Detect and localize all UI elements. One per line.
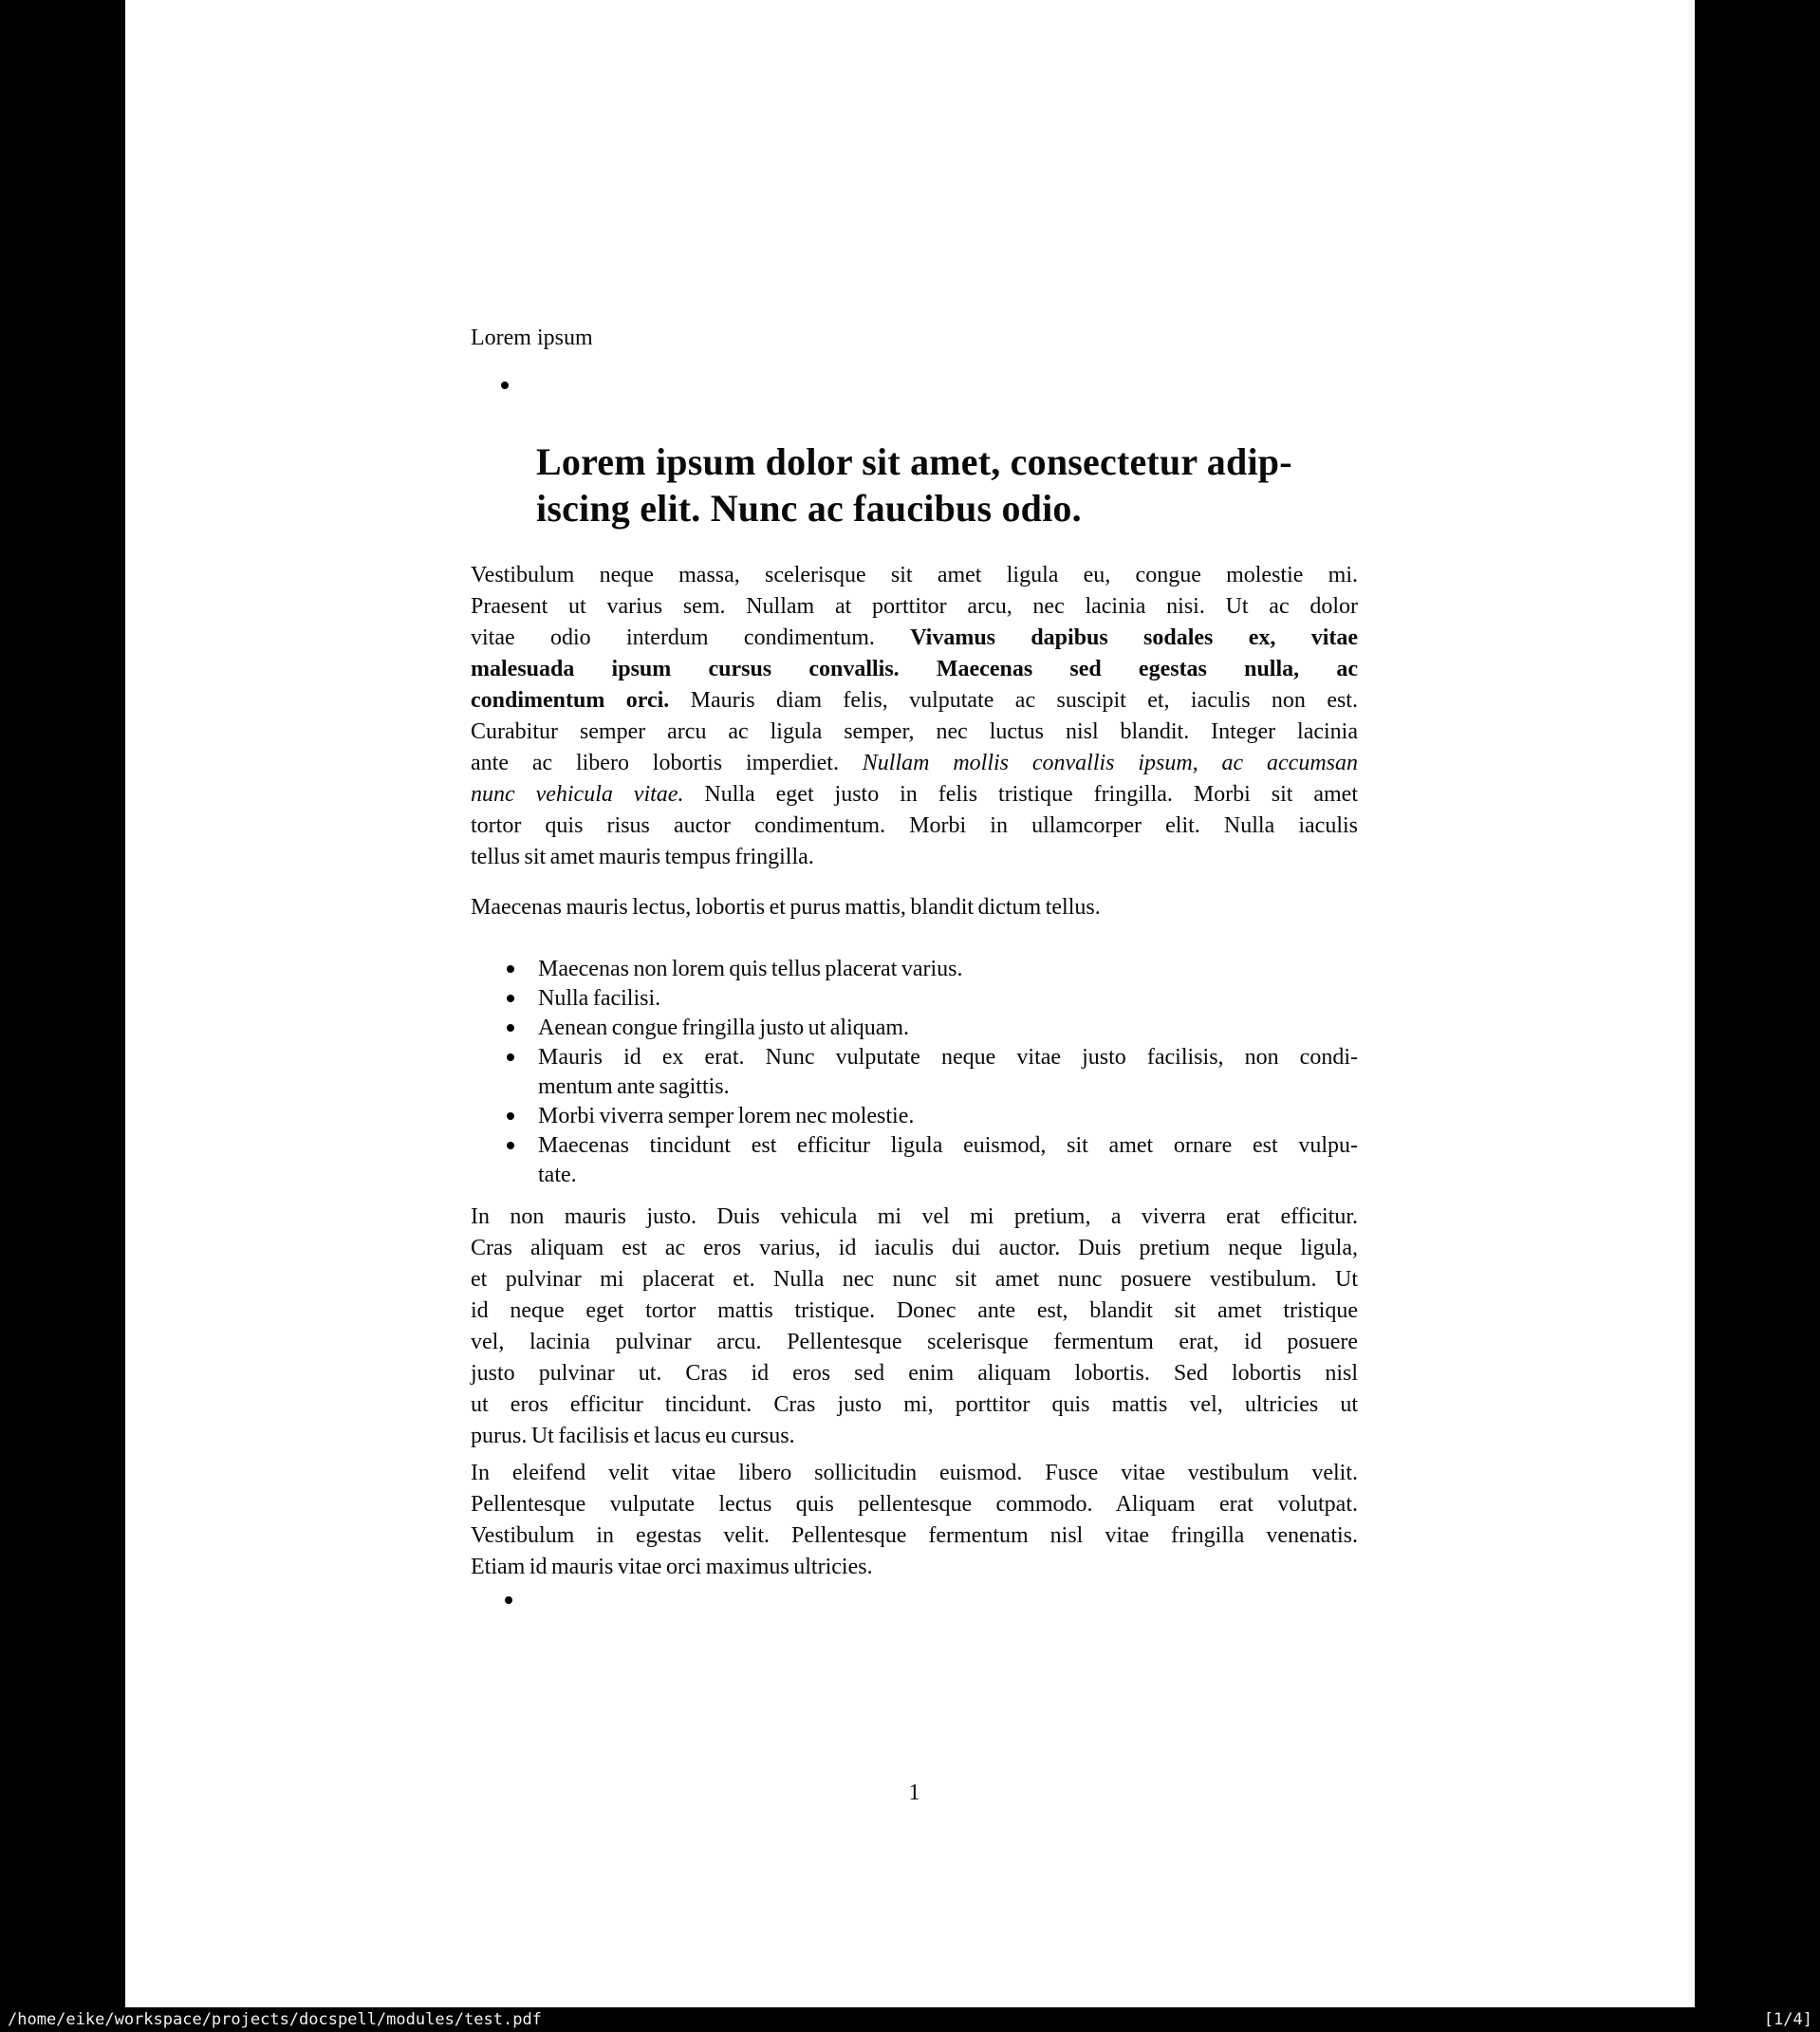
bullet-list <box>471 955 1358 1190</box>
text-line: mentum ante sagittis. <box>538 1074 730 1099</box>
bullet-icon <box>507 1142 514 1149</box>
bullet-icon <box>507 1112 514 1120</box>
text-line: nunc vehicula vitae. Nulla eget justo in felis tristique fringilla. Morbi sit amet <box>471 782 1358 807</box>
status-page-indicator: [1/4] <box>1763 2010 1812 2029</box>
bullet-icon <box>501 382 509 389</box>
status-file-path: /home/eike/workspace/projects/docspell/modules/test.pdf <box>8 2010 542 2029</box>
text-line: Nulla facilisi. <box>538 986 661 1011</box>
text-line: Curabitur semper arcu ac ligula semper, nec luctus nisl blandit. Integer lacinia <box>471 719 1358 744</box>
text-line: vitae odio interdum condimentum. Vivamus dapibus sodales ex, vitae <box>471 625 1358 650</box>
text-line: Aenean congue fringilla justo ut aliquam. <box>538 1016 910 1040</box>
paragraph-2 <box>471 892 1358 923</box>
text-line: malesuada ipsum cursus convallis. Maecenas sed egestas nulla, ac <box>471 657 1358 681</box>
list-item <box>471 984 1358 1014</box>
text-line: Mauris id ex erat. Nunc vulputate neque vitae justo facilisis, non condi- <box>538 1045 1358 1070</box>
list-item-text <box>538 984 1358 1014</box>
list-item-text <box>538 955 1358 984</box>
list-item <box>471 955 1358 984</box>
text-line: Vestibulum neque massa, scelerisque sit amet ligula eu, congue molestie mi. <box>471 563 1358 587</box>
pdf-page[interactable] <box>125 0 1695 2007</box>
bullet-icon <box>505 1596 512 1604</box>
list-item <box>471 1014 1358 1043</box>
list-item-text <box>538 1014 1358 1043</box>
text-line: id neque eget tortor mattis tristique. Donec ante est, blandit sit amet tristique <box>471 1298 1358 1323</box>
text-line: Cras aliquam est ac eros varius, id iaculis dui auctor. Duis pretium neque ligula, <box>471 1236 1358 1260</box>
text-line: ut eros efficitur tincidunt. Cras justo mi, porttitor quis mattis vel, ultricies ut <box>471 1392 1358 1417</box>
section-heading <box>536 438 1292 531</box>
list-item-text <box>538 1102 1358 1131</box>
text-line: Vestibulum in egestas velit. Pellentesque fermentum nisl vitae fringilla venenatis. <box>471 1523 1358 1548</box>
paragraph-3 <box>471 1202 1358 1452</box>
text-line: tate. <box>538 1163 577 1187</box>
text-line: purus. Ut facilisis et lacus eu cursus. <box>471 1424 795 1448</box>
paragraph-4 <box>471 1458 1358 1583</box>
paragraph-1 <box>471 560 1358 873</box>
text-line: tortor quis risus auctor condimentum. Morbi in ullamcorper elit. Nulla iaculis <box>471 813 1358 838</box>
text-line: Maecenas mauris lectus, lobortis et purus mattis, blandit dictum tellus. <box>471 895 1101 920</box>
bullet-icon <box>507 1053 514 1061</box>
text-line: Maecenas non lorem quis tellus placerat varius. <box>538 957 963 981</box>
text-line: In eleifend velit vitae libero sollicitudin euismod. Fusce vitae vestibulum velit. <box>471 1461 1358 1485</box>
text-line: iscing elit. Nunc ac faucibus odio. <box>536 487 1082 530</box>
intro-paragraph: Lorem ipsum <box>471 326 593 350</box>
text-line: Praesent ut varius sem. Nullam at porttitor arcu, nec lacinia nisi. Ut ac dolor <box>471 594 1358 619</box>
text-line: Etiam id mauris vitae orci maximus ultricies. <box>471 1555 873 1579</box>
text-line: et pulvinar mi placerat et. Nulla nec nunc sit amet nunc posuere vestibulum. Ut <box>471 1267 1358 1292</box>
text-line: ante ac libero lobortis imperdiet. Nullam mollis convallis ipsum, ac accumsan <box>471 751 1359 775</box>
bullet-icon <box>507 995 514 1002</box>
text-line: In non mauris justo. Duis vehicula mi vel mi pretium, a viverra erat efficitur. <box>471 1204 1358 1229</box>
text-line: vel, lacinia pulvinar arcu. Pellentesque scelerisque fermentum erat, id posuere <box>471 1330 1358 1354</box>
bullet-icon <box>507 965 514 973</box>
list-item <box>471 1131 1358 1190</box>
text-line: Morbi viverra semper lorem nec molestie. <box>538 1104 915 1128</box>
text-line: condimentum orci. Mauris diam felis, vulputate ac suscipit et, iaculis non est. <box>471 688 1358 713</box>
list-item-text <box>538 1043 1358 1102</box>
list-item <box>471 1043 1358 1102</box>
status-bar <box>0 2007 1820 2032</box>
bullet-icon <box>507 1024 514 1032</box>
text-line: tellus sit amet mauris tempus fringilla. <box>471 845 814 869</box>
page-number: 1 <box>908 1780 920 1805</box>
list-item-text <box>538 1131 1358 1190</box>
text-line: Maecenas tincidunt est efficitur ligula euismod, sit amet ornare est vulpu- <box>538 1133 1358 1158</box>
text-line: Pellentesque vulputate lectus quis pellentesque commodo. Aliquam erat volutpat. <box>471 1492 1358 1517</box>
list-item <box>471 1102 1358 1131</box>
text-line: Lorem ipsum dolor sit amet, consectetur adip- <box>536 440 1292 483</box>
text-line: justo pulvinar ut. Cras id eros sed enim aliquam lobortis. Sed lobortis nisl <box>471 1361 1358 1386</box>
